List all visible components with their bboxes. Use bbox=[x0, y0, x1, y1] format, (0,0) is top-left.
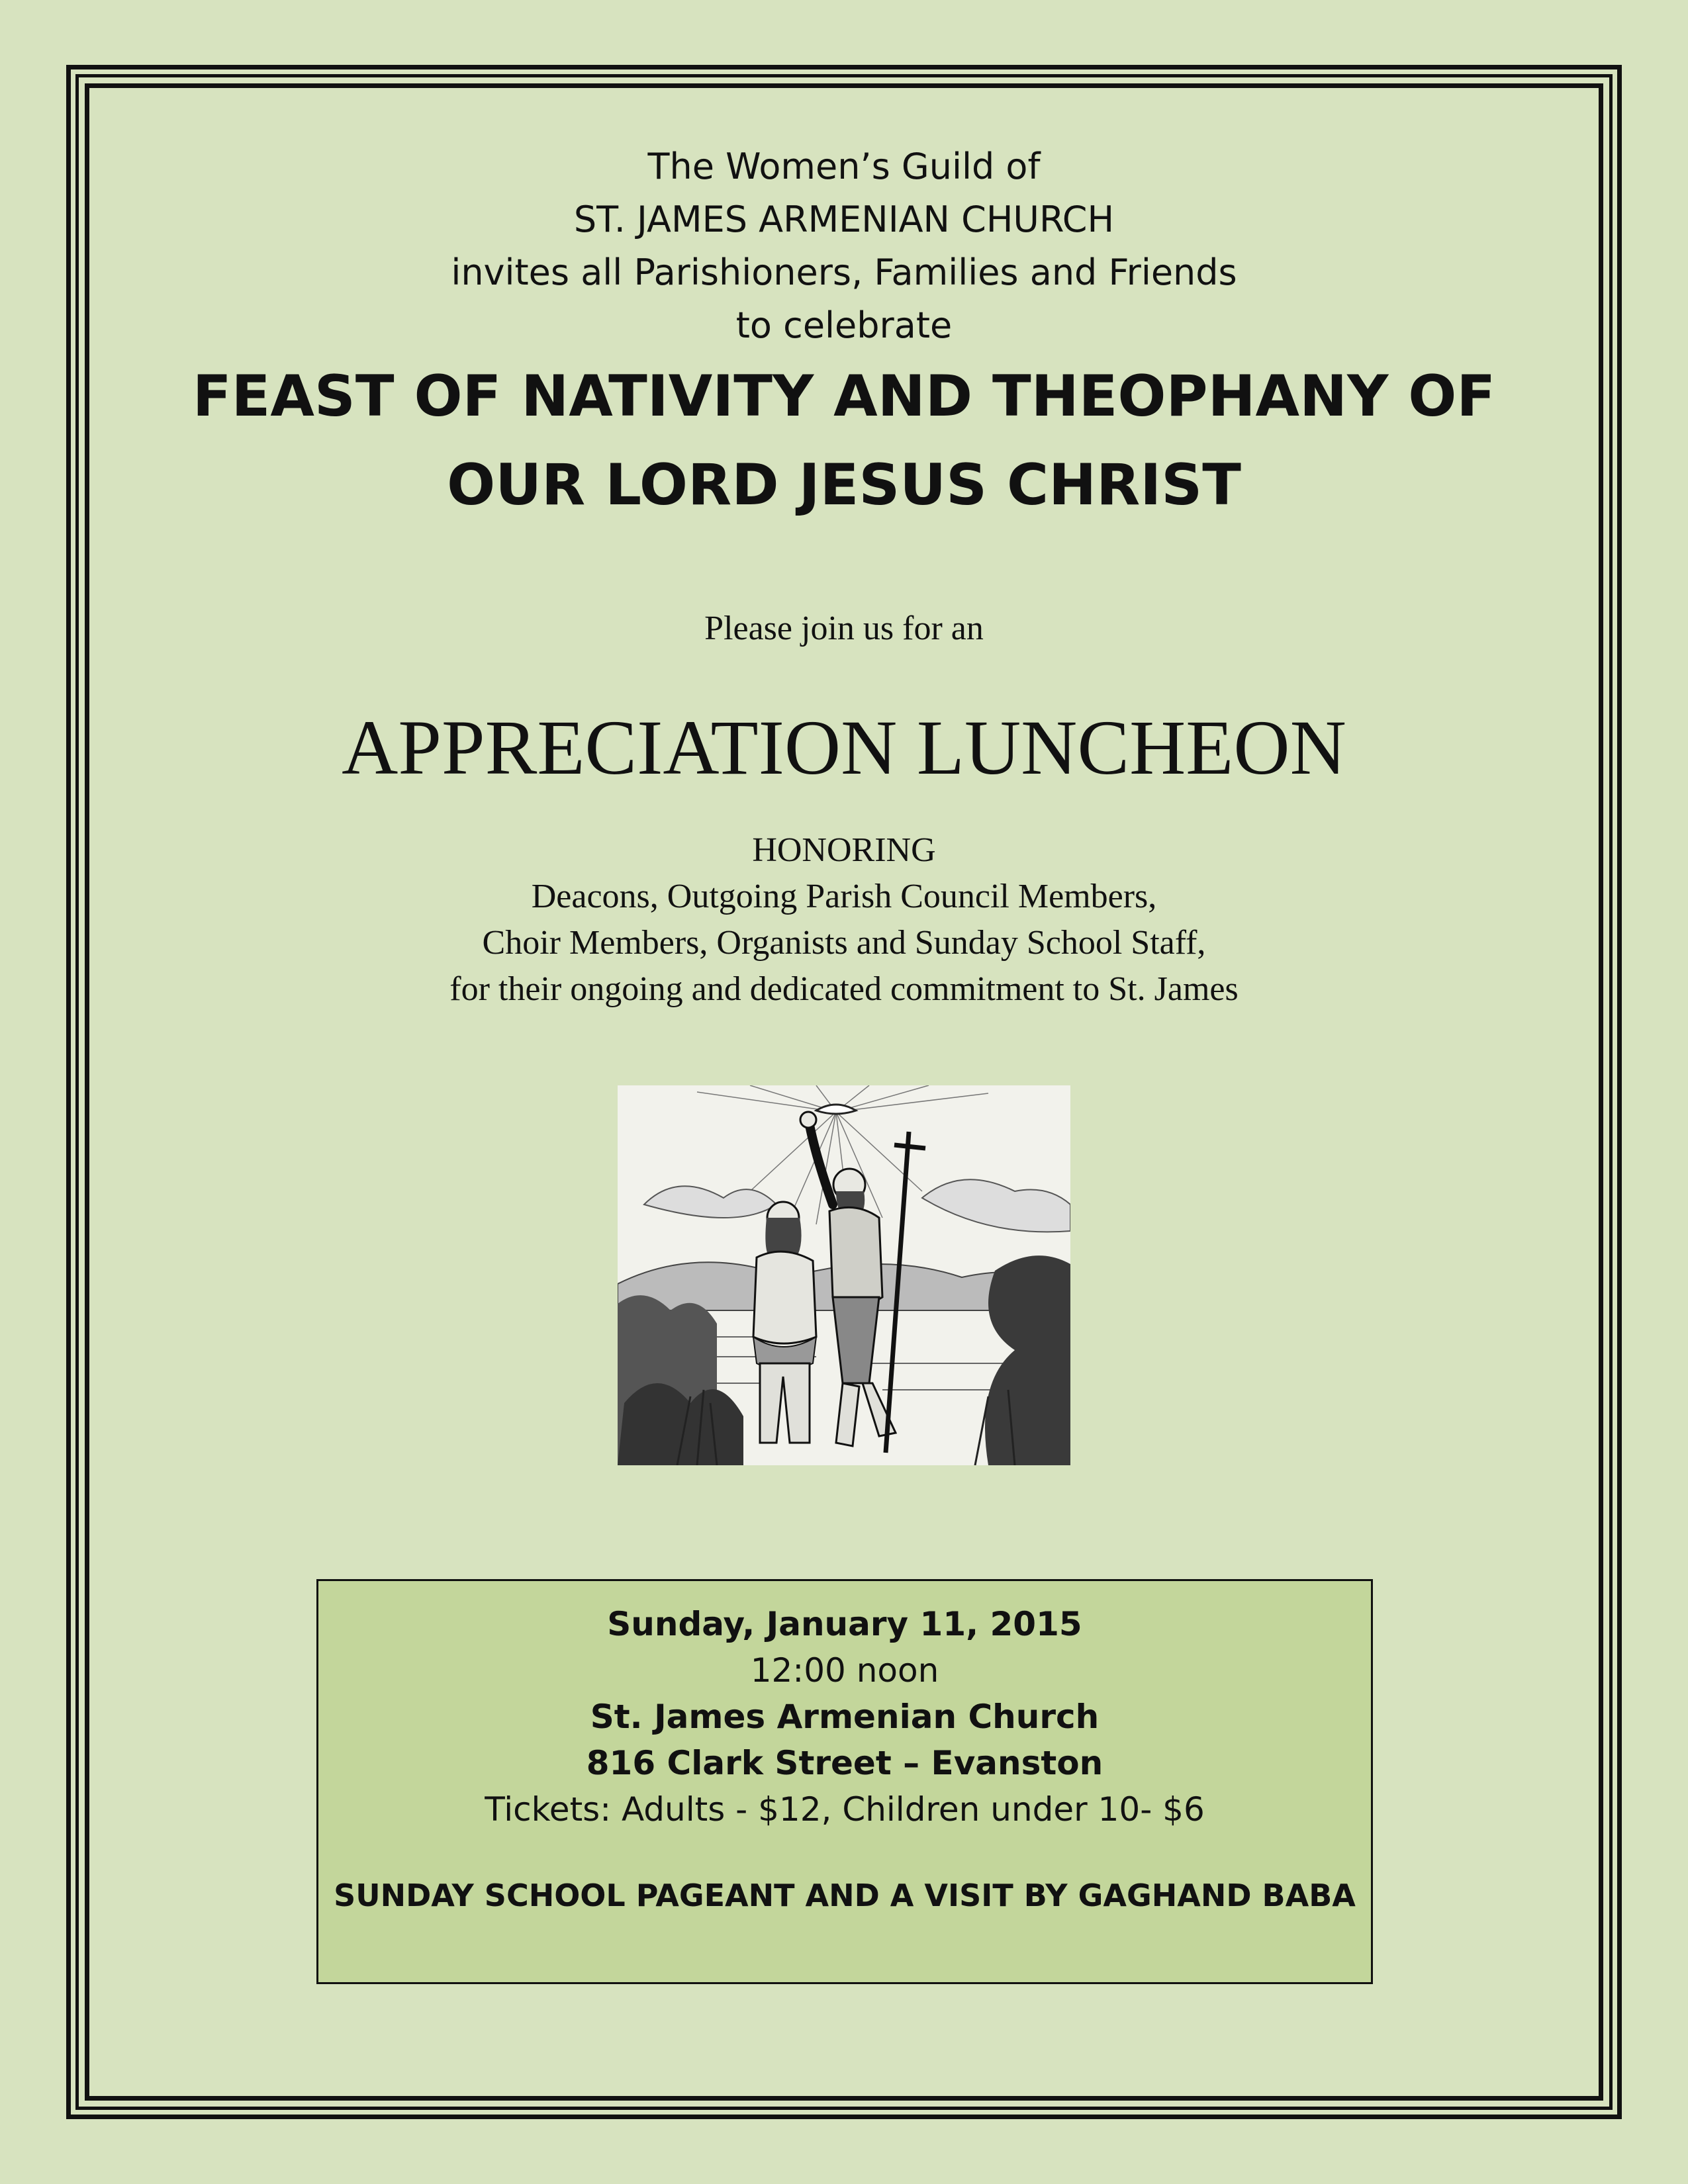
church-name: ST. JAMES ARMENIAN CHURCH bbox=[573, 199, 1115, 240]
guild-name: The Women’s Guild of bbox=[647, 146, 1041, 187]
honoring-heading: HONORING bbox=[752, 831, 936, 869]
event-title: APPRECIATION LUNCHEON bbox=[342, 704, 1346, 791]
honoring-line1: Deacons, Outgoing Parish Council Members, bbox=[531, 878, 1157, 915]
event-venue: St. James Armenian Church bbox=[590, 1698, 1100, 1736]
feast-title-line1: FEAST OF NATIVITY AND THEOPHANY OF bbox=[192, 363, 1496, 430]
event-details-box bbox=[316, 1579, 1373, 1984]
event-address: 816 Clark Street – Evanston bbox=[586, 1744, 1103, 1782]
ticket-prices: Tickets: Adults - $12, Children under 10- $6 bbox=[485, 1790, 1205, 1829]
pageant-announcement: SUNDAY SCHOOL PAGEANT AND A VISIT BY GAGHAND BABA bbox=[334, 1878, 1356, 1913]
baptism-illustration bbox=[618, 1085, 1070, 1465]
event-time: 12:00 noon bbox=[750, 1651, 939, 1690]
honoring-line2: Choir Members, Organists and Sunday School Staff, bbox=[482, 924, 1206, 962]
celebrate-text: to celebrate bbox=[735, 304, 953, 346]
feast-title-line2: OUR LORD JESUS CHRIST bbox=[447, 452, 1241, 518]
event-date: Sunday, January 11, 2015 bbox=[607, 1605, 1082, 1643]
invitation-text: invites all Parishioners, Families and Friends bbox=[451, 251, 1237, 293]
honoring-line3: for their ongoing and dedicated commitment to St. James bbox=[449, 970, 1239, 1008]
join-text: Please join us for an bbox=[704, 610, 984, 647]
